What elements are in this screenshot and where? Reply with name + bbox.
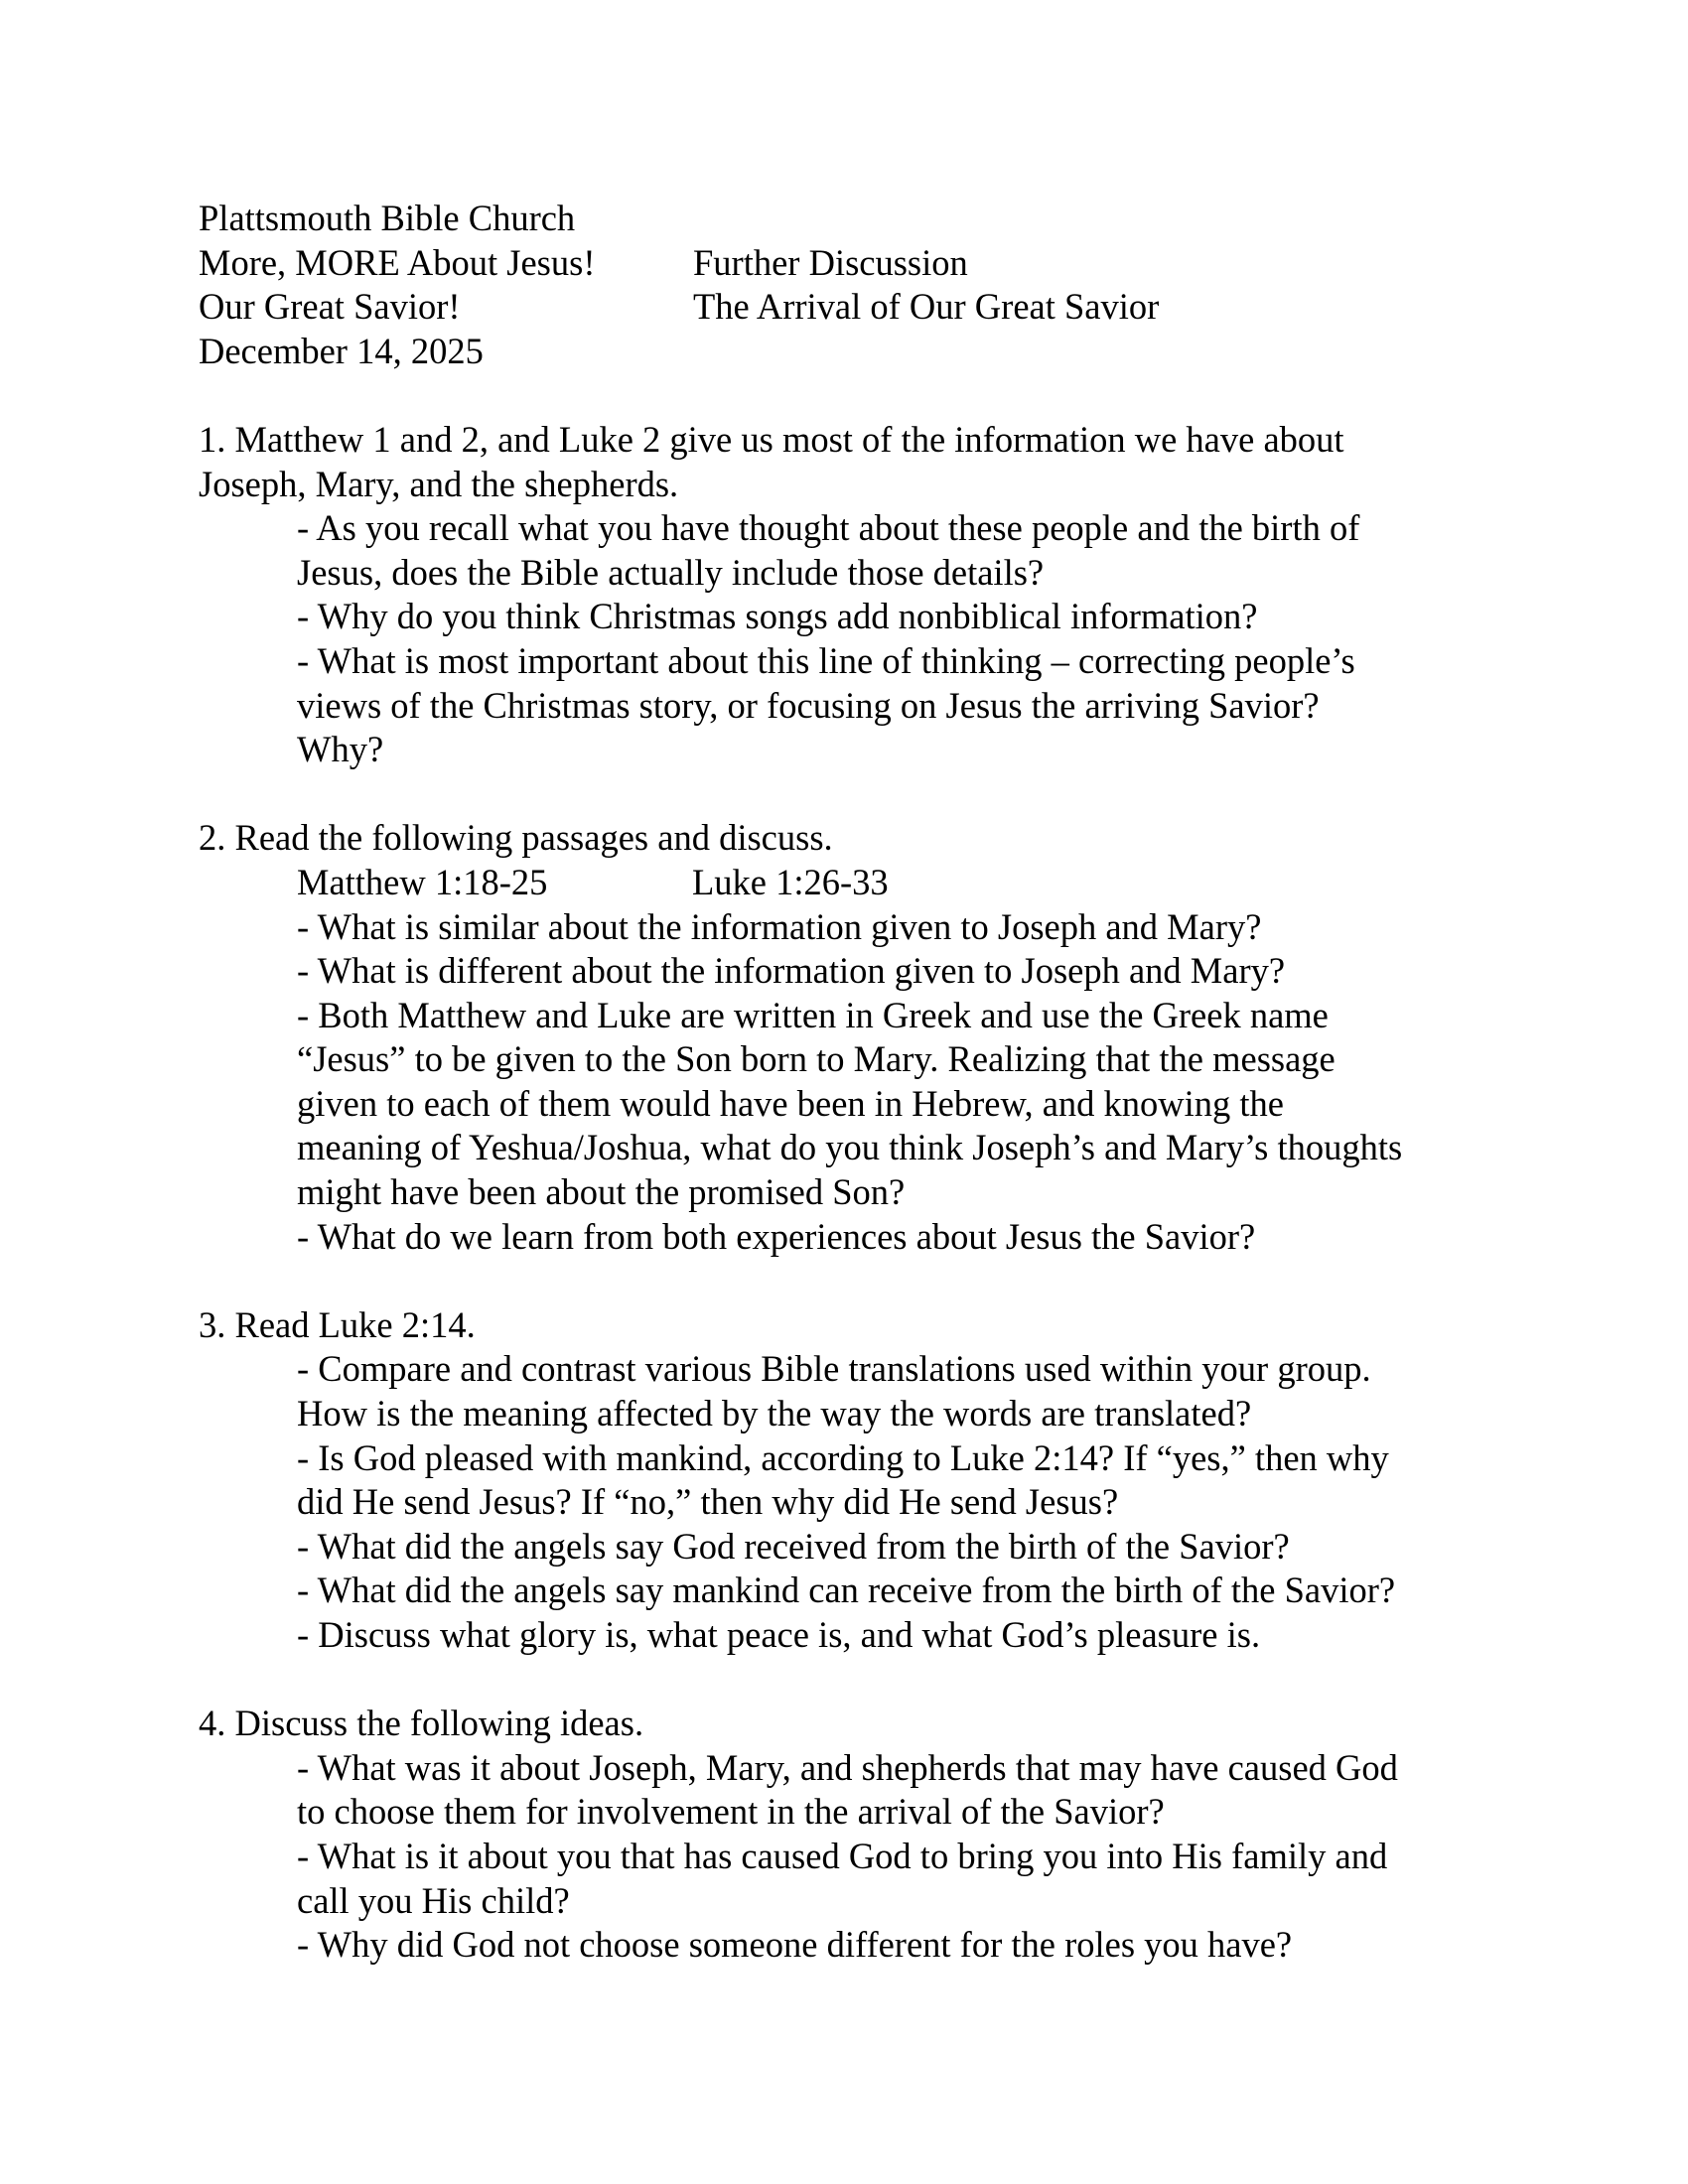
question-4	[199, 1702, 1529, 1968]
question-2-sub-line: - What do we learn from both experiences about Jesus the Savior?	[297, 1215, 1256, 1257]
question-1-text: 1. Matthew 1 and 2, and Luke 2 give us most of the information we have about	[199, 418, 1344, 460]
spacer	[199, 1259, 1529, 1303]
question-4-sub-line: call you His child?	[297, 1879, 570, 1921]
question-2-sub-line: “Jesus” to be given to the Son born to Mary. Realizing that the message	[297, 1038, 1336, 1080]
question-3-sub-line: - Compare and contrast various Bible translations used within your group.	[297, 1348, 1371, 1390]
question-2-sub-line: - Both Matthew and Luke are written in Greek and use the Greek name	[297, 994, 1329, 1035]
question-1-sub-line: views of the Christmas story, or focusing on Jesus the arriving Savior?	[297, 684, 1320, 726]
question-1-sub-line: - What is most important about this line of thinking – correcting people’s	[297, 639, 1355, 681]
sermon-subtitle: The Arrival of Our Great Savior	[693, 286, 1160, 328]
question-2-text: 2. Read the following passages and discuss.	[199, 817, 833, 859]
question-3-sub-line: - What did the angels say mankind can receive from the birth of the Savior?	[297, 1570, 1396, 1611]
sermon-title: Our Great Savior!	[199, 286, 461, 328]
question-4-sub-line: - What was it about Joseph, Mary, and shepherds that may have caused God	[297, 1746, 1398, 1788]
question-2-sub-line: might have been about the promised Son?	[297, 1171, 906, 1213]
question-4-sub-line: - What is it about you that has caused God to bring you into His family and	[297, 1835, 1388, 1876]
document-page	[199, 197, 1529, 1968]
series-row	[199, 241, 1529, 286]
question-1-sub-line: - As you recall what you have thought about these people and the birth of	[297, 507, 1360, 549]
sermon-date: December 14, 2025	[199, 330, 484, 371]
question-3-text: 3. Read Luke 2:14.	[199, 1303, 476, 1345]
question-3-sub-line: - Is God pleased with mankind, according to Luke 2:14? If “yes,” then why	[297, 1436, 1389, 1478]
header-block	[199, 197, 1529, 373]
spacer	[199, 772, 1529, 817]
question-1-sub-line: Why?	[297, 729, 384, 770]
question-4-sub-line: to choose them for involvement in the arrival of the Savior?	[297, 1791, 1165, 1833]
church-name: Plattsmouth Bible Church	[199, 198, 576, 238]
passage-matthew: Matthew 1:18-25	[297, 861, 548, 902]
passage-luke: Luke 1:26-33	[692, 861, 889, 902]
spacer	[199, 373, 1529, 418]
question-2-sub-line: - What is similar about the information given to Joseph and Mary?	[297, 905, 1262, 947]
question-3-sub-line: - Discuss what glory is, what peace is, and what God’s pleasure is.	[297, 1614, 1261, 1655]
question-4-text: 4. Discuss the following ideas.	[199, 1703, 644, 1744]
spacer	[199, 1658, 1529, 1703]
question-1	[199, 418, 1529, 772]
sermon-row	[199, 285, 1529, 330]
question-2-sub-line: given to each of them would have been in Hebrew, and knowing the	[297, 1082, 1284, 1124]
question-2	[199, 816, 1529, 1259]
question-2-sub-line: meaning of Yeshua/Joshua, what do you think Joseph’s and Mary’s thoughts	[297, 1127, 1403, 1168]
question-4-sub-line: - Why did God not choose someone different for the roles you have?	[297, 1924, 1293, 1966]
question-2-sub-line: - What is different about the information given to Joseph and Mary?	[297, 950, 1286, 992]
question-3-sub-line: - What did the angels say God received from the birth of the Savior?	[297, 1525, 1290, 1567]
series-title: More, MORE About Jesus!	[199, 241, 596, 283]
question-1-sub-line: - Why do you think Christmas songs add nonbiblical information?	[297, 596, 1258, 637]
question-1-sub-line: Jesus, does the Bible actually include those details?	[297, 551, 1045, 593]
question-3-sub-line: did He send Jesus? If “no,” then why did He send Jesus?	[297, 1481, 1119, 1523]
question-3-sub-line: How is the meaning affected by the way the words are translated?	[297, 1393, 1252, 1434]
question-1-text-cont: Joseph, Mary, and the shepherds.	[199, 463, 679, 504]
question-3	[199, 1303, 1529, 1658]
passage-references	[199, 861, 1529, 905]
discussion-label: Further Discussion	[693, 241, 968, 283]
